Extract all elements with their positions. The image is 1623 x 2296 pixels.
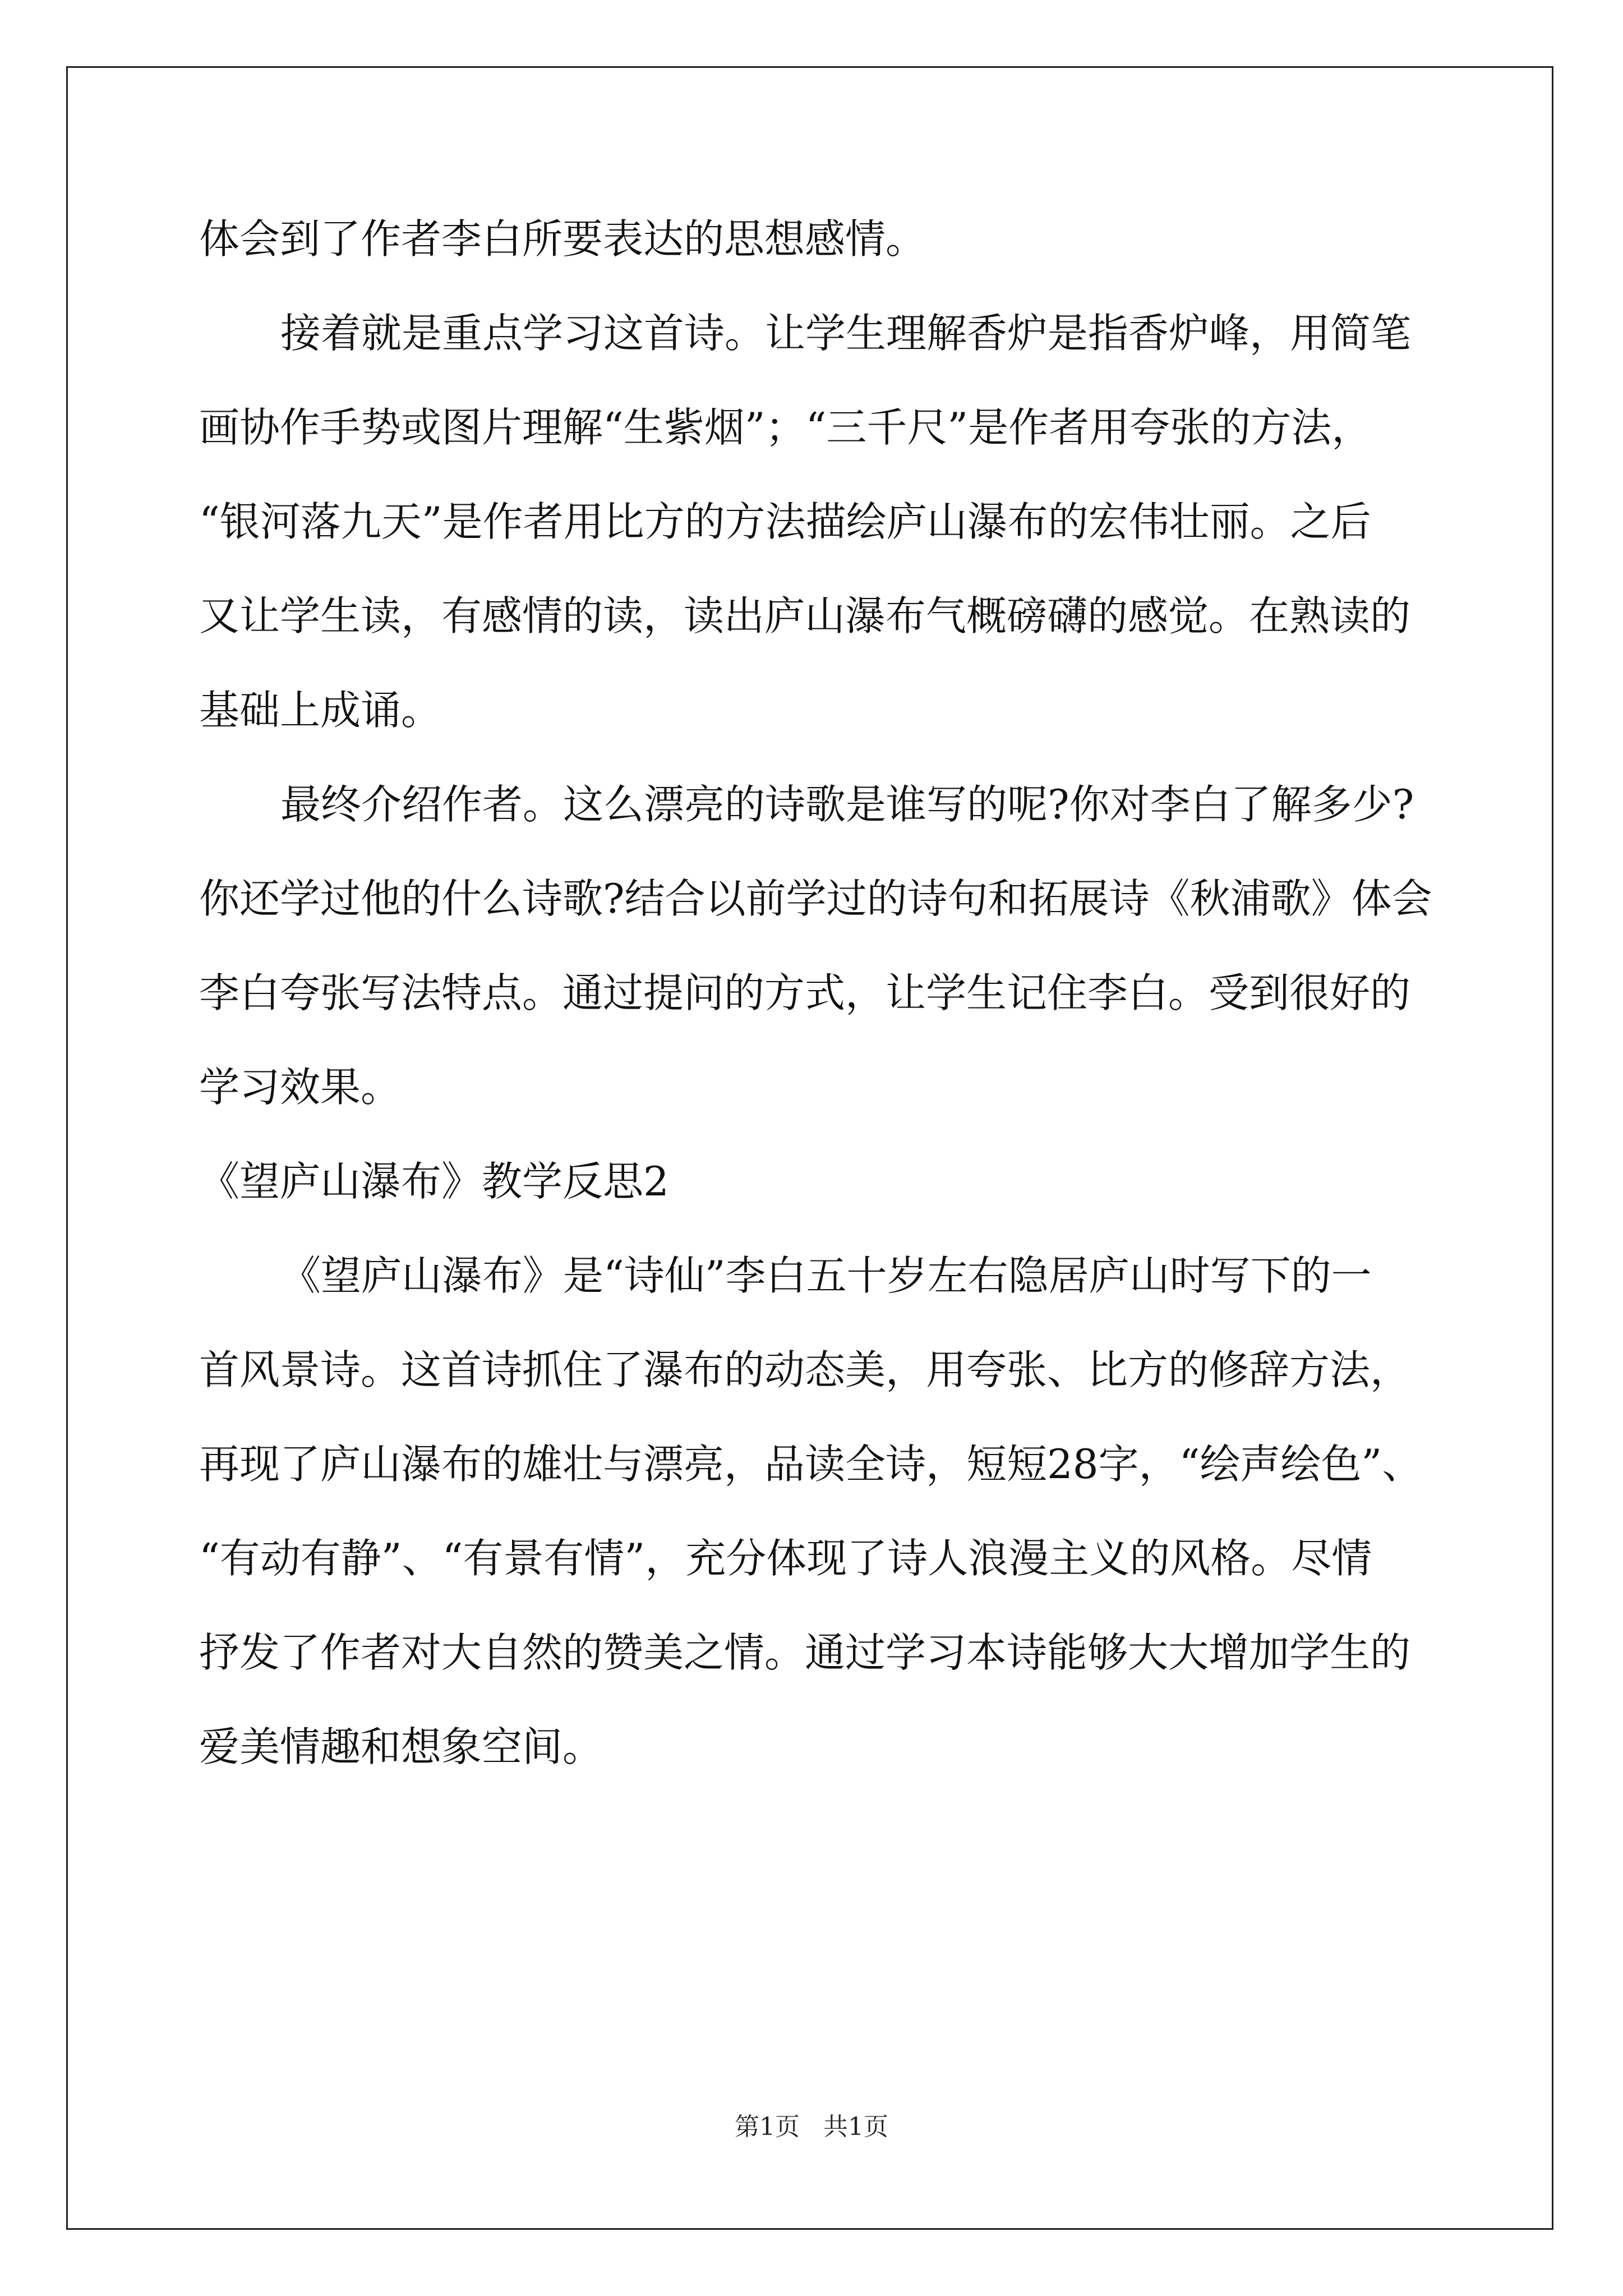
page-footer [0,2115,1623,2139]
page-number: 第1页 共1页 [735,2113,888,2141]
text-line: 基础上成诵。 [199,687,442,734]
text-line: 首风景诗。这首诗抓住了瀑布的动态美，用夸张、比方的修辞方法， [199,1346,1411,1393]
text-line: 你还学过他的什么诗歌?结合以前学过的诗句和拓展诗《秋浦歌》体会 [199,875,1432,922]
text-line: 再现了庐山瀑布的雄壮与漂亮，品读全诗，短短28字，“绘声绘色”、 [199,1441,1423,1488]
paragraph-start-line: 《望庐山瀑布》是“诗仙”李白五十岁左右隐居庐山时写下的一 [280,1252,1372,1299]
section-heading: 《望庐山瀑布》教学反思2 [199,1158,669,1205]
text-line: 爱美情趣和想象空间。 [199,1723,603,1770]
text-line: 画协作手势或图片理解“生紫烟”；“三千尺”是作者用夸张的方法， [199,404,1372,451]
text-line: 又让学生读，有感情的读，读出庐山瀑布气概磅礴的感觉。在熟读的 [199,592,1411,639]
text-line: “银河落九天”是作者用比方的方法描绘庐山瀑布的宏伟壮丽。之后 [199,498,1371,545]
text-line: 体会到了作者李白所要表达的思想感情。 [199,215,926,263]
text-line: “有动有静”、“有景有情”，充分体现了诗人浪漫主义的风格。尽情 [199,1535,1372,1582]
paragraph-start-line: 最终介绍作者。这么漂亮的诗歌是谁写的呢?你对李白了解多少? [280,781,1414,828]
text-line: 抒发了作者对大自然的赞美之情。通过学习本诗能够大大增加学生的 [199,1629,1411,1676]
page-border [66,66,1553,2230]
text-line: 学习效果。 [199,1064,402,1111]
text-line: 李白夸张写法特点。通过提问的方式，让学生记住李白。受到很好的 [199,969,1411,1016]
paragraph-start-line: 接着就是重点学习这首诗。让学生理解香炉是指香炉峰，用简笔 [280,310,1412,357]
